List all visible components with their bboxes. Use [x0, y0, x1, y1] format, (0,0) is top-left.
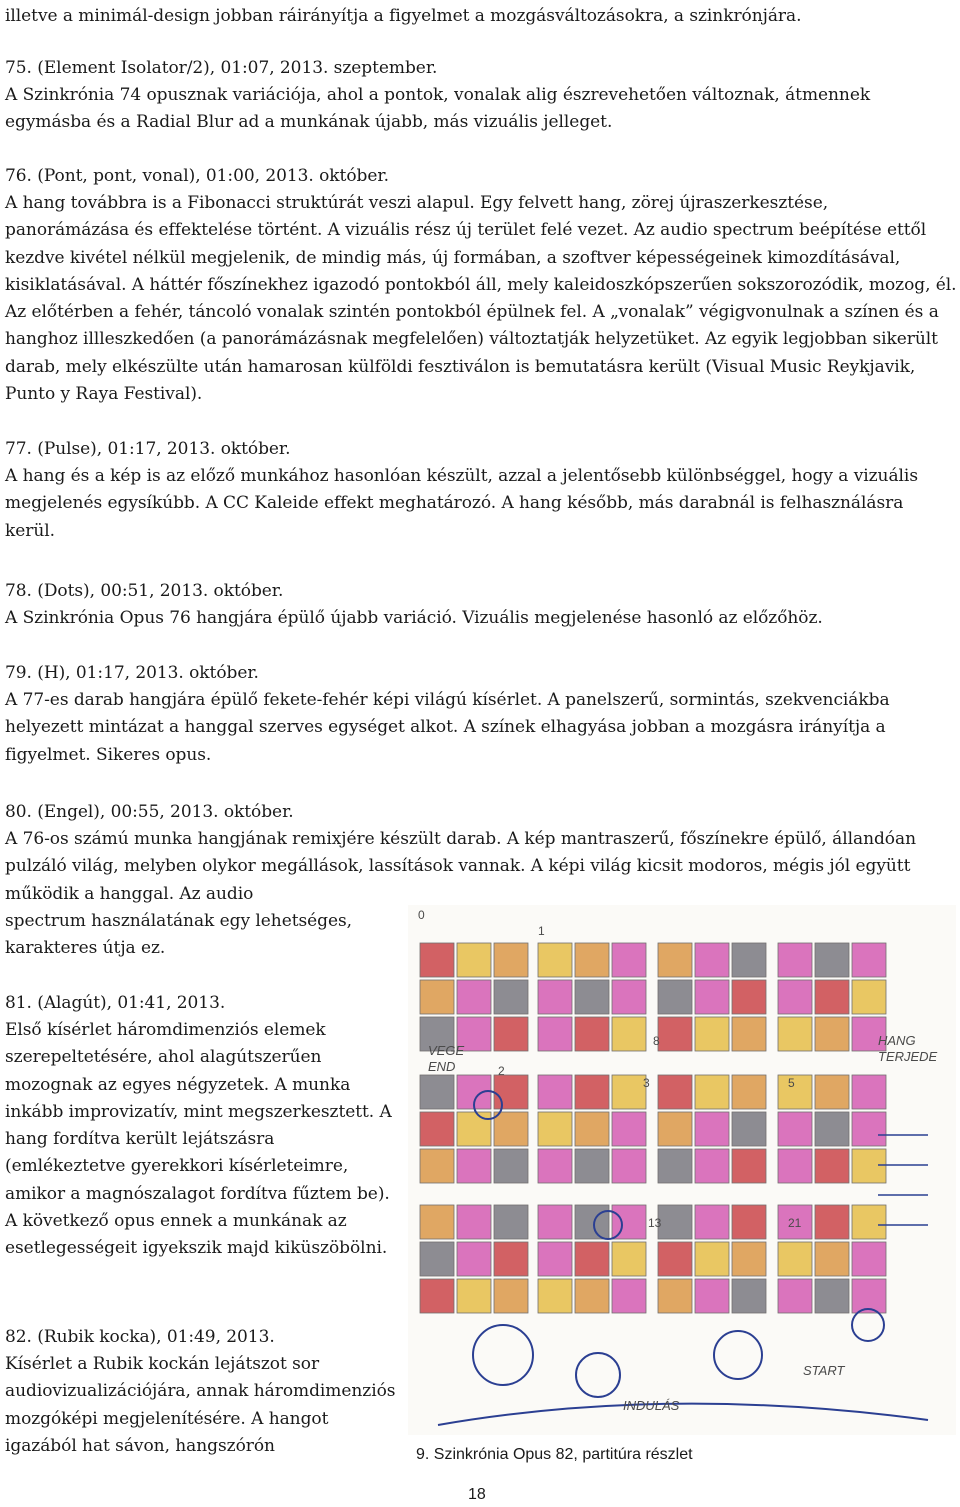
crayon-square [494, 943, 528, 977]
crayon-square [778, 980, 812, 1014]
paragraph-intro-tail: illetve a minimál-design jobban ráirányítja a figyelmet a mozgásváltozásokra, a szinkrónjára. [5, 6, 802, 26]
crayon-square [575, 1205, 609, 1239]
crayon-square [815, 1242, 849, 1276]
crayon-square [815, 1149, 849, 1183]
grid-number-label: 5 [788, 1076, 795, 1090]
crayon-square [695, 1279, 729, 1313]
crayon-square [778, 943, 812, 977]
crayon-square [457, 1112, 491, 1146]
crayon-square [457, 943, 491, 977]
grid-number-label: 13 [648, 1216, 662, 1230]
crayon-square [575, 1075, 609, 1109]
crayon-square [494, 1279, 528, 1313]
crayon-square [612, 1242, 646, 1276]
crayon-square [575, 943, 609, 977]
grid-number-label: 0 [418, 908, 425, 922]
page-number: 18 [468, 1486, 486, 1503]
crayon-square [494, 1205, 528, 1239]
crayon-square [732, 1205, 766, 1239]
crayon-square [695, 1075, 729, 1109]
crayon-square [575, 1112, 609, 1146]
grid-number-label: 2 [498, 1064, 505, 1078]
crayon-square [457, 980, 491, 1014]
sketch-word: INDULÁS [623, 1398, 680, 1413]
paragraph-opus-77: A hang és a kép is az előző munkához hasonlóan készült, azzal a jelentősebb különbséggel, hogy a vizuális megjelenés egysíkúbb. A CC Kaleide effekt meghatározó. A hang később, más darabnál is felhasználásra kerül. [5, 466, 918, 541]
crayon-square [815, 980, 849, 1014]
crayon-square [658, 1017, 692, 1051]
crayon-square [778, 1075, 812, 1109]
crayon-square [658, 943, 692, 977]
crayon-square [538, 1279, 572, 1313]
pen-circle [852, 1309, 884, 1341]
crayon-square [612, 1075, 646, 1109]
crayon-square [538, 980, 572, 1014]
crayon-square [612, 980, 646, 1014]
crayon-square [778, 1149, 812, 1183]
paragraph-opus-78: A Szinkrónia Opus 76 hangjára épülő újabb variáció. Vizuális megjelenése hasonló az előzőhöz. [5, 608, 823, 628]
crayon-square [732, 1242, 766, 1276]
crayon-square [612, 1279, 646, 1313]
crayon-square [815, 1075, 849, 1109]
pen-circle [576, 1353, 620, 1397]
heading-opus-79: 79. (H), 01:17, 2013. október. [5, 663, 259, 683]
crayon-square [457, 1242, 491, 1276]
crayon-square [575, 1017, 609, 1051]
crayon-square [457, 1279, 491, 1313]
heading-opus-75: 75. (Element Isolator/2), 01:07, 2013. szeptember. [5, 58, 438, 78]
heading-opus-76: 76. (Pont, pont, vonal), 01:00, 2013. október. [5, 166, 389, 186]
crayon-square [852, 1205, 886, 1239]
crayon-square [778, 1279, 812, 1313]
crayon-square [494, 1075, 528, 1109]
crayon-square [852, 1112, 886, 1146]
crayon-square [575, 1242, 609, 1276]
crayon-square [732, 1112, 766, 1146]
crayon-square [732, 1017, 766, 1051]
sketch-word: END [428, 1059, 456, 1074]
crayon-square [852, 1242, 886, 1276]
crayon-square [575, 980, 609, 1014]
pen-circle [714, 1331, 762, 1379]
crayon-square [778, 1017, 812, 1051]
crayon-square [695, 1017, 729, 1051]
paragraph-opus-79: A 77-es darab hangjára épülő fekete-fehér képi világú kísérlet. A panelszerű, sormintás, szekvenciákba helyezett mintázat a hanggal szerves egységet alkot. A színek elhagyása jobban a mozgásra irányítja a figyelmet. Sikeres opus. [5, 690, 890, 765]
paragraph-opus-76: A hang továbbra is a Fibonacci struktúrát veszi alapul. Egy felvett hang, zörej újraszerkesztése, panorámázása és effektelése történt. A vizuális rész új terület felé vezet. Az audio spectrum beépítése ettől kezdve kivétel nélkül megjelenik, de mindig más, új formában, a szoftver képességeinek kimozdításával, kisiklatásával. A háttér főszínekhez igazodó pontokból áll, mely kaleidoszkópszerűen sokszorozódik, mozog, él. Az előtérben a fehér, táncoló vonalak szintén pontokból épülnek fel. A „vonalak” végigvonulnak a színen és a hanghoz illleszkedően (a panorámázásnak megfelelően) változtatják helyzetüket. Az egyik legjobban sikerült darab, mely elkészülte után hamarosan külföldi fesztiválon is bemutatásra került (Visual Music Reykjavik, Punto y Raya Festival). [5, 193, 957, 405]
crayon-square [732, 1075, 766, 1109]
crayon-square [695, 1242, 729, 1276]
crayon-square [612, 1112, 646, 1146]
crayon-square [658, 1149, 692, 1183]
paragraph-opus-75: A Szinkrónia 74 opusznak variációja, ahol a pontok, vonalak alig észrevehetően változnak, átmennek egymásba és a Radial Blur ad a munkának újabb, más vizuális jelleget. [5, 85, 871, 133]
crayon-square [852, 1075, 886, 1109]
figure-caption: 9. Szinkrónia Opus 82, partitúra részlet [416, 1446, 693, 1463]
crayon-square [494, 1242, 528, 1276]
crayon-square [420, 943, 454, 977]
crayon-square [538, 943, 572, 977]
crayon-square [658, 1279, 692, 1313]
grid-number-label: 1 [538, 924, 545, 938]
crayon-square [778, 1242, 812, 1276]
sketch-word: VEGE [428, 1043, 465, 1058]
heading-opus-82: 82. (Rubik kocka), 01:49, 2013. [5, 1327, 275, 1347]
crayon-square [695, 1112, 729, 1146]
crayon-square [815, 943, 849, 977]
crayon-square [420, 1205, 454, 1239]
crayon-square [420, 980, 454, 1014]
crayon-square [778, 1112, 812, 1146]
crayon-square [538, 1075, 572, 1109]
crayon-square [815, 1112, 849, 1146]
crayon-square [852, 943, 886, 977]
sketch-word: HANG [878, 1033, 916, 1048]
crayon-square [457, 1205, 491, 1239]
pen-stroke [438, 1404, 928, 1425]
crayon-square [538, 1149, 572, 1183]
crayon-square [658, 1075, 692, 1109]
heading-opus-77: 77. (Pulse), 01:17, 2013. október. [5, 439, 291, 459]
crayon-square [658, 1242, 692, 1276]
crayon-square [420, 1149, 454, 1183]
crayon-square [494, 980, 528, 1014]
heading-opus-80: 80. (Engel), 00:55, 2013. október. [5, 802, 294, 822]
sketch-word: TERJEDE [878, 1049, 938, 1064]
crayon-square [852, 1279, 886, 1313]
crayon-square [658, 980, 692, 1014]
crayon-square [575, 1149, 609, 1183]
crayon-square [575, 1279, 609, 1313]
crayon-square [658, 1205, 692, 1239]
pen-circle [473, 1325, 533, 1385]
paragraph-opus-81: Első kísérlet háromdimenziós elemek szerepeltetésére, ahol alagútszerűen mozognak az egyes négyzetek. A munka inkább improvizatív, mint megszerkesztett. A hang fordítva került lejátszásra (emlékeztetve gyerekkori kísérleteimre, amikor a magnószalagot fordítva fűztem be). A következő opus ennek a munkának az esetlegességeit igyekszik majd kiküszöbölni. [5, 1020, 392, 1259]
crayon-square [612, 943, 646, 977]
score-sketch-drawing [408, 905, 956, 1435]
crayon-square [538, 1112, 572, 1146]
sketch-word: START [803, 1363, 845, 1378]
crayon-square [494, 1112, 528, 1146]
paragraph-opus-80-tail: spectrum használatának egy lehetséges, karakteres útja ez. [5, 911, 353, 959]
crayon-square [538, 1017, 572, 1051]
grid-number-label: 8 [653, 1034, 660, 1048]
crayon-square [815, 1205, 849, 1239]
crayon-square [420, 1279, 454, 1313]
crayon-square [695, 980, 729, 1014]
crayon-square [494, 1149, 528, 1183]
crayon-square [420, 1112, 454, 1146]
grid-number-label: 3 [643, 1076, 650, 1090]
crayon-square [695, 943, 729, 977]
crayon-square [815, 1279, 849, 1313]
paragraph-opus-80: A 76-os számú munka hangjának remixjére készült darab. A kép mantraszerű, főszínekre épülő, állandóan pulzáló világ, melyben olykor megállások, lassítások vannak. A képi világ kicsit modoros, mégis jól együtt működik a hanggal. Az audio [5, 829, 916, 904]
crayon-square [732, 980, 766, 1014]
crayon-square [658, 1112, 692, 1146]
crayon-square [494, 1017, 528, 1051]
grid-number-label: 21 [788, 1216, 802, 1230]
crayon-square [457, 1149, 491, 1183]
crayon-square [732, 1279, 766, 1313]
crayon-square [612, 1149, 646, 1183]
crayon-square [732, 1149, 766, 1183]
crayon-square [420, 1242, 454, 1276]
crayon-square [420, 1075, 454, 1109]
crayon-square [612, 1017, 646, 1051]
crayon-square [695, 1205, 729, 1239]
crayon-square [852, 980, 886, 1014]
score-sketch-figure [408, 905, 956, 1435]
crayon-square [612, 1205, 646, 1239]
crayon-square [852, 1149, 886, 1183]
crayon-square [538, 1205, 572, 1239]
crayon-square [815, 1017, 849, 1051]
crayon-square [695, 1149, 729, 1183]
crayon-square [538, 1242, 572, 1276]
heading-opus-78: 78. (Dots), 00:51, 2013. október. [5, 581, 284, 601]
paragraph-opus-82: Kísérlet a Rubik kockán lejátszot sor audiovizualizációjára, annak háromdimenziós mozgóképi megjelenítésére. A hangot igazából hat sávon, hangszórón [5, 1354, 396, 1456]
heading-opus-81: 81. (Alagút), 01:41, 2013. [5, 993, 226, 1013]
crayon-square [732, 943, 766, 977]
